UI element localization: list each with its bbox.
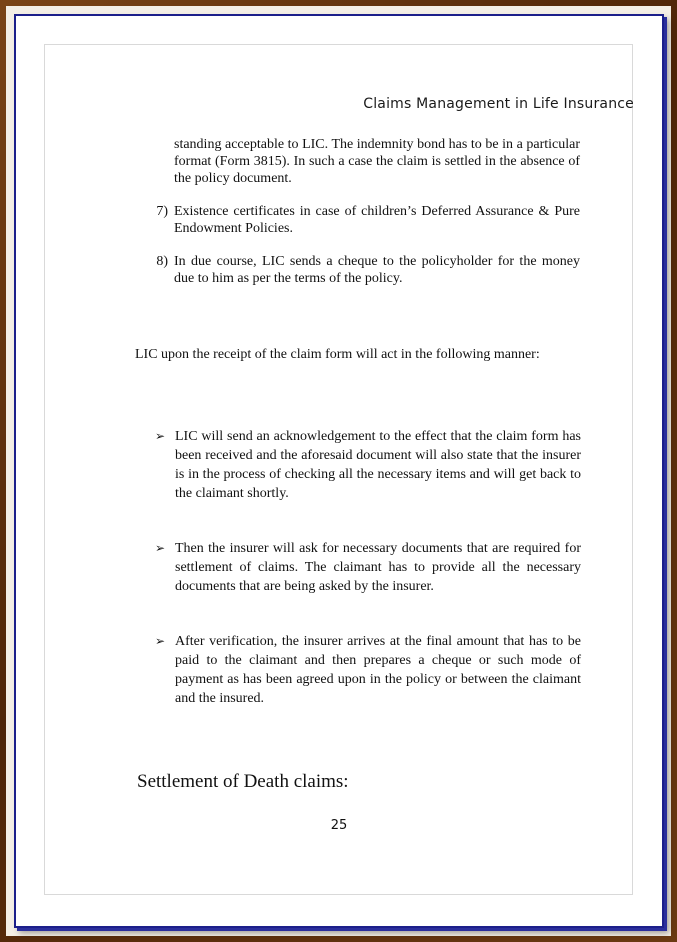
numbered-item — [148, 253, 580, 289]
bullet-item — [155, 632, 581, 712]
intro-paragraph: LIC upon the receipt of the claim form will act in the following manner: — [135, 347, 540, 362]
arrow-bullet-icon: ➢ — [155, 634, 166, 648]
running-header: Claims Management in Life Insurance — [363, 96, 634, 112]
document-page — [14, 14, 664, 928]
bullet-text: Then the insurer will ask for necessary documents that are required for settlement of claims. The claimant has to provide all the necessary documents that are being asked by the insurer. — [175, 541, 581, 594]
bullet-item — [155, 539, 581, 599]
numbered-item — [148, 203, 580, 239]
arrow-bullet-icon: ➢ — [155, 541, 166, 555]
bullet-text: After verification, the insurer arrives at the final amount that has to be paid to the claimant and then prepares a cheque or such mode of payment as has been agreed upon in the policy or between the claimant and the insured. — [175, 634, 581, 706]
continuation-paragraph: standing acceptable to LIC. The indemnity bond has to be in a particular format (Form 3815). In such a case the claim is settled in the absence of the policy document. — [174, 137, 580, 186]
arrow-bullet-icon: ➢ — [155, 429, 166, 443]
item-text: In due course, LIC sends a cheque to the policyholder for the money due to him as per the terms of the policy. — [174, 254, 580, 286]
bullet-item — [155, 427, 581, 507]
bullet-text: LIC will send an acknowledgement to the effect that the claim form has been received and the aforesaid document will also state that the insurer is in the process of checking all the necessary items and will get back to the claimant shortly. — [175, 429, 581, 501]
item-number: 7) — [156, 204, 168, 219]
item-text: Existence certificates in case of children’s Deferred Assurance & Pure Endowment Policies. — [174, 204, 580, 236]
item-number: 8) — [156, 254, 168, 269]
section-heading: Settlement of Death claims: — [137, 771, 349, 792]
page-number: 25 — [330, 818, 348, 833]
